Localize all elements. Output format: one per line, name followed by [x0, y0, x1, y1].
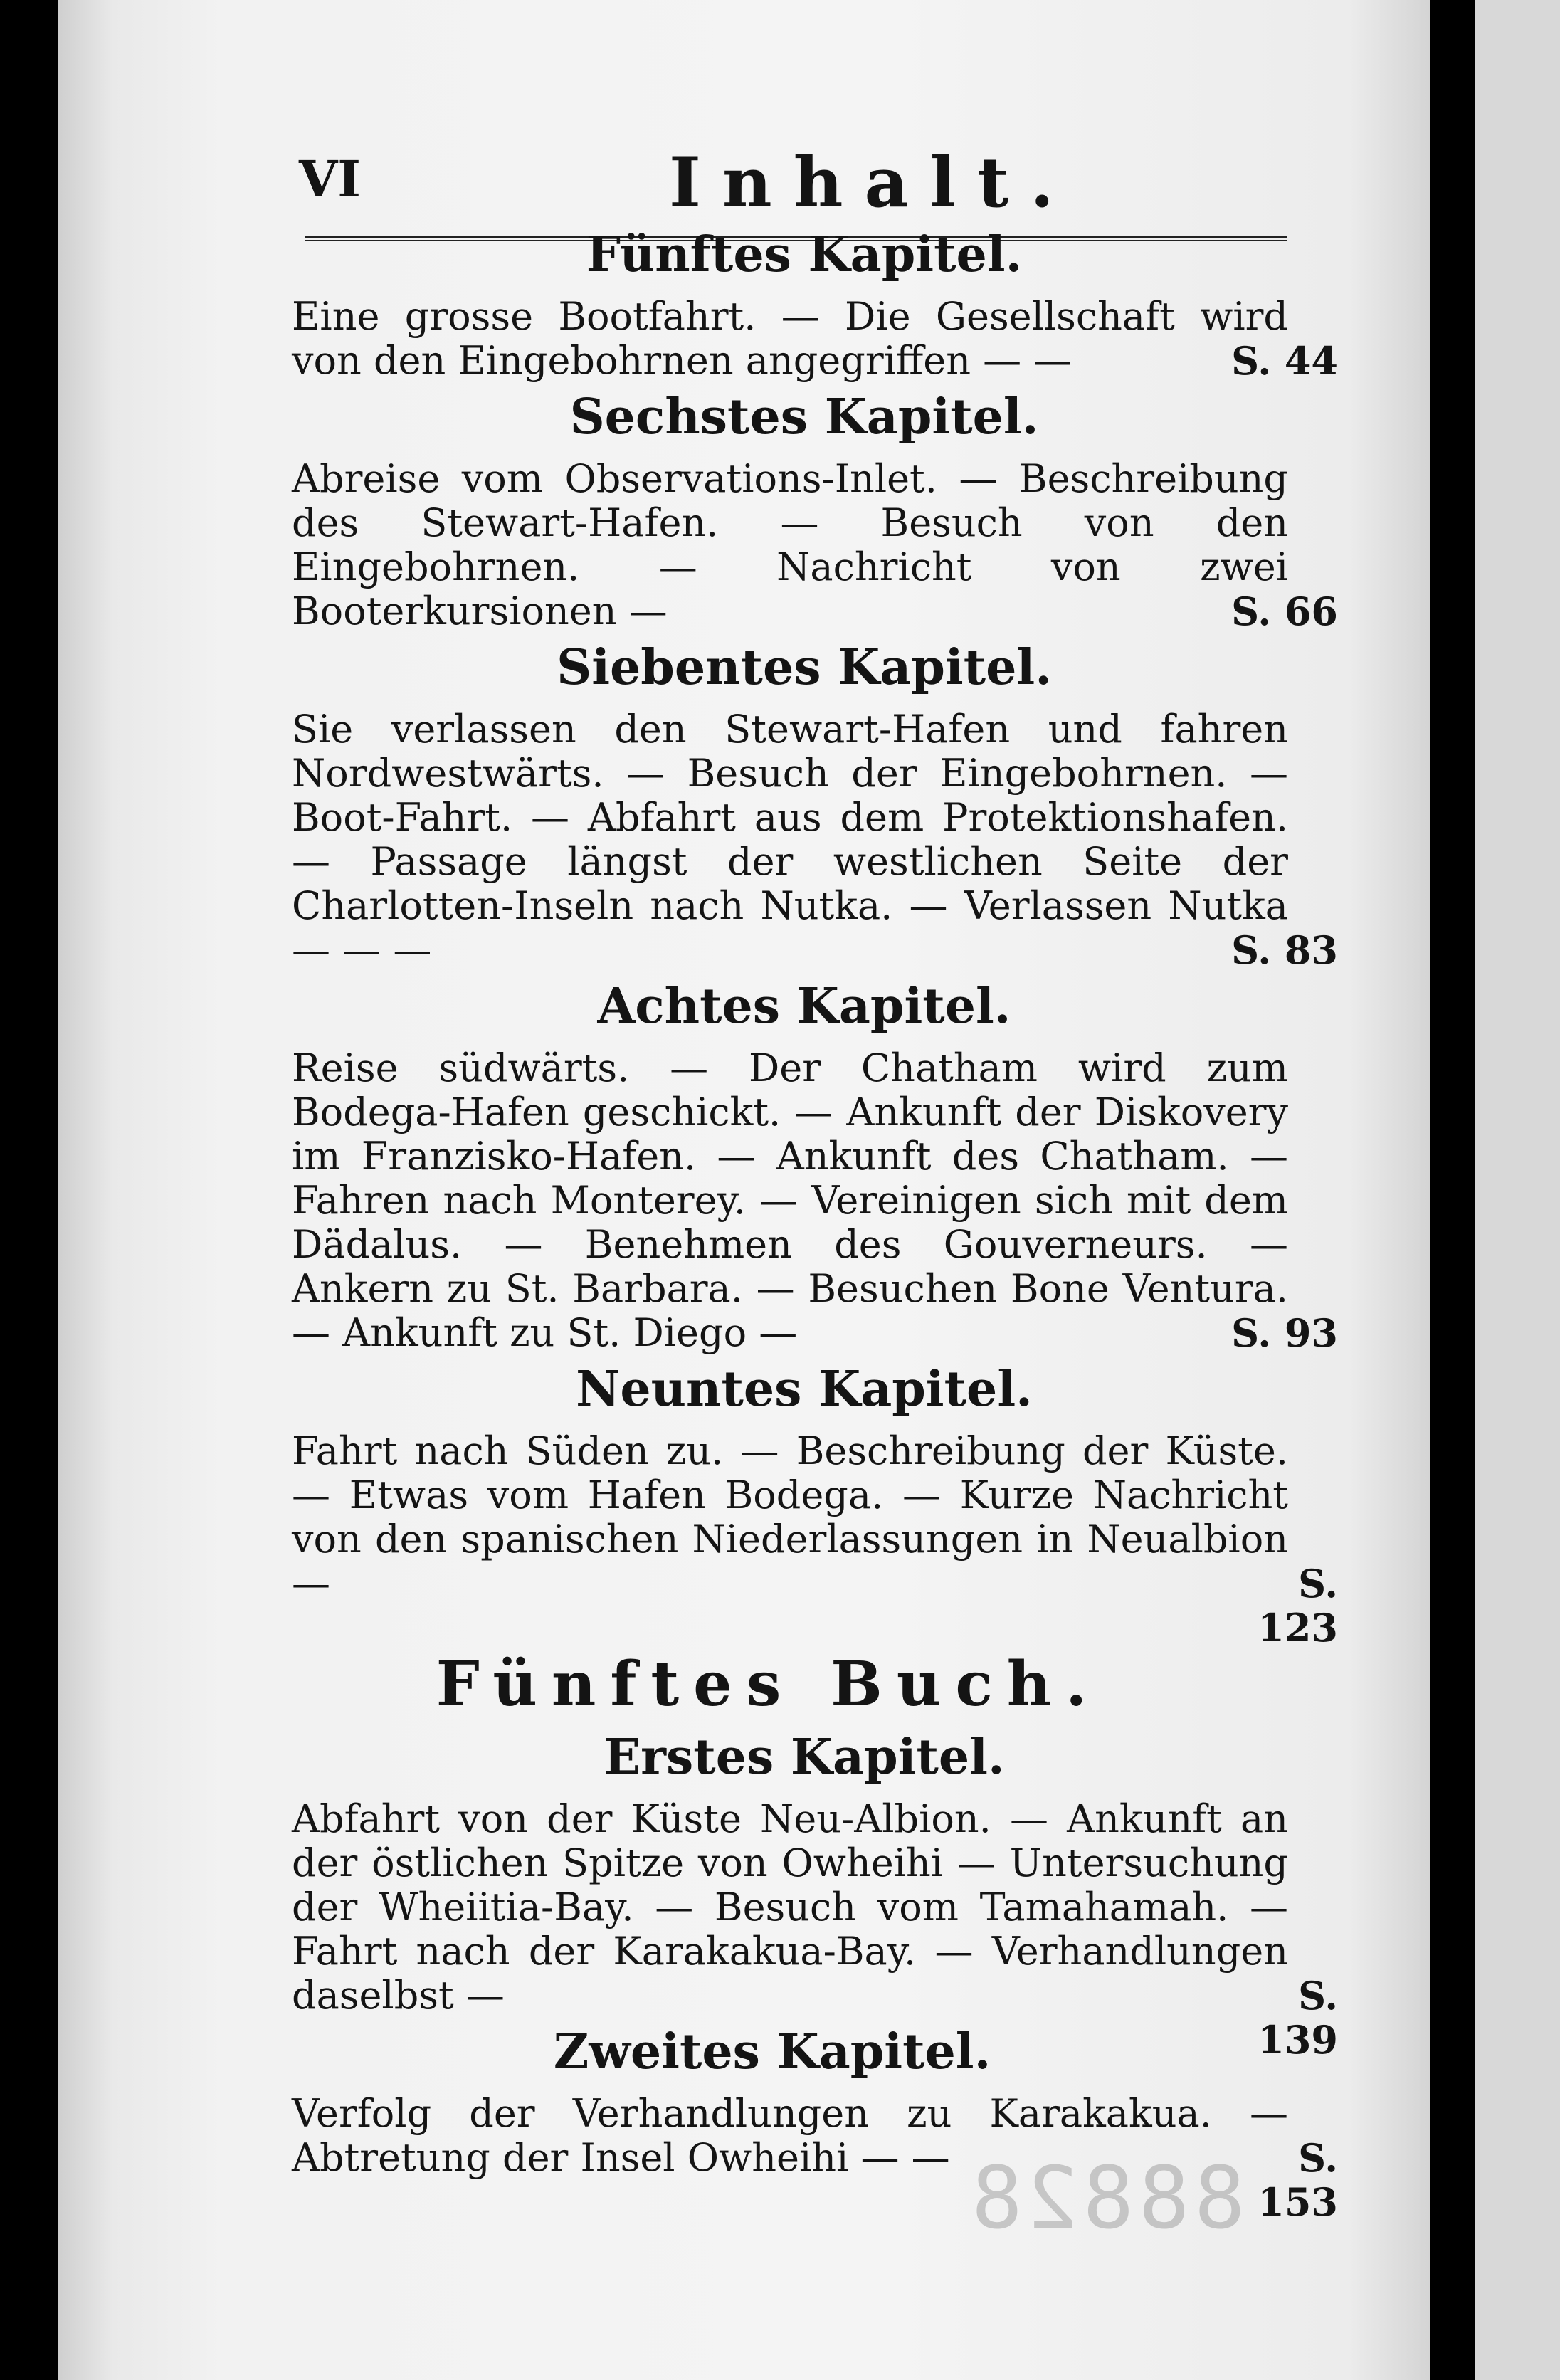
chapter-text: Fahrt nach Süden zu. — Beschreibung der Küste. — Etwas vom Hafen Bodega. — Kurze Nachricht von den spanischen Niederlassungen in Neualbion —	[292, 1428, 1288, 1606]
book-heading: Fünftes Buch.	[436, 1648, 1102, 1720]
toc-section	[292, 226, 1338, 384]
page-reference: S. 93	[1231, 1310, 1338, 1356]
chapter-text: Verfolg der Verhandlungen zu Karakakua. — Abtretung der Insel Owheihi — —	[292, 2091, 1288, 2180]
page-reference: S. 66	[1231, 589, 1338, 634]
page-reference: S. 44	[1231, 338, 1338, 384]
chapter-summary	[292, 707, 1338, 973]
table-of-contents	[292, 221, 1338, 2225]
toc-section	[292, 389, 1338, 634]
chapter-text: Eine grosse Bootfahrt. — Die Gesellschaft wird von den Eingebohrnen angegriffen — —	[292, 294, 1288, 383]
toc-section	[292, 639, 1338, 973]
chapter-heading: Erstes Kapitel.	[604, 1729, 1005, 1786]
chapter-summary	[292, 294, 1338, 384]
adjacent-page-edge	[1475, 0, 1560, 2380]
page-reference: S. 139	[1258, 1973, 1338, 2063]
chapter-summary	[292, 456, 1338, 634]
chapter-text: Abreise vom Observations-Inlet. — Beschreibung des Stewart-Hafen. — Besuch von den Eingebohrnen. — Nachricht von zwei Booterkursionen —	[292, 456, 1288, 633]
running-header	[299, 142, 1281, 228]
chapter-summary	[292, 1428, 1338, 1650]
chapter-heading: Achtes Kapitel.	[597, 978, 1011, 1035]
page-reference: S. 83	[1231, 927, 1338, 973]
page-number: VI	[299, 149, 362, 209]
page-gutter	[1430, 0, 1475, 2380]
chapter-heading: Sechstes Kapitel.	[569, 389, 1039, 446]
scan-border-left	[0, 0, 58, 2380]
toc-section	[292, 978, 1338, 1356]
chapter-text: Reise südwärts. — Der Chatham wird zum Bodega-Hafen geschickt. — Ankunft der Diskovery im Franzisko-Hafen. — Ankunft des Chatham. — Fahren nach Monterey. — Vereinigen sich mit dem Dädalus. — Benehmen des Gouverneurs. — Ankern zu St. Barbara. — Besuchen Bone Ventura. — Ankunft zu St. Diego —	[292, 1046, 1288, 1355]
running-title: Inhalt.	[669, 142, 1075, 223]
toc-section	[292, 1361, 1338, 1650]
chapter-summary	[292, 1046, 1338, 1356]
chapter-text: Abfahrt von der Küste Neu-Albion. — Ankunft an der östlichen Spitze von Owheihi — Untersuchung der Wheiitia-Bay. — Besuch vom Tamahamah. — Fahrt nach der Karakakua-Bay. — Verhandlungen daselbst —	[292, 1796, 1288, 2018]
page-reference: S. 153	[1258, 2135, 1338, 2225]
chapter-heading: Neuntes Kapitel.	[576, 1361, 1033, 1418]
chapter-heading: Siebentes Kapitel.	[557, 639, 1052, 696]
chapter-heading: Fünftes Kapitel.	[586, 226, 1023, 283]
chapter-heading: Zweites Kapitel.	[553, 2023, 991, 2080]
page-reference: S. 123	[1258, 1561, 1338, 1650]
chapter-text: Sie verlassen den Stewart-Hafen und fahren Nordwestwärts. — Besuch der Eingebohrnen. — Boot-Fahrt. — Abfahrt aus dem Protektionshafen. — Passage längst der westlichen Seite der Charlotten-Inseln nach Nutka. — Verlassen Nutka — — —	[292, 707, 1288, 972]
bleed-through-stamp: 88828	[966, 2149, 1245, 2248]
